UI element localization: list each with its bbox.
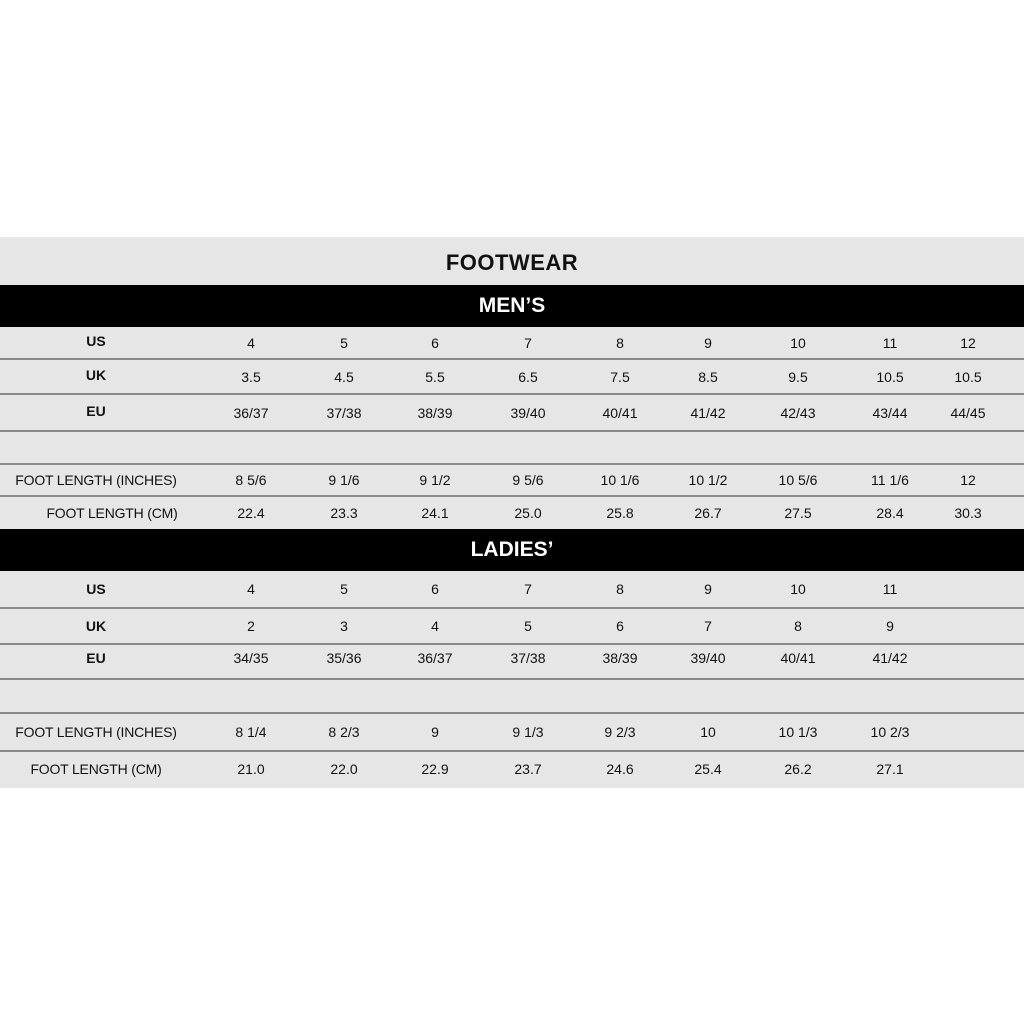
row-label: FOOT LENGTH (INCHES) <box>15 724 177 740</box>
table-cell: 8 <box>794 618 802 634</box>
table-cell: 22.0 <box>330 761 358 777</box>
row-label: US <box>86 581 106 597</box>
table-cell: 7 <box>704 618 712 634</box>
table-cell: 9 <box>704 581 712 597</box>
row-label: FOOT LENGTH (INCHES) <box>15 472 177 488</box>
table-cell: 39/40 <box>510 405 546 421</box>
table-cell: 10 <box>790 335 806 351</box>
table-cell: 8 1/4 <box>235 724 267 740</box>
table-cell: 41/42 <box>872 650 908 666</box>
table-cell: 41/42 <box>690 405 726 421</box>
table-cell: 5 <box>340 335 348 351</box>
mens-uk-row <box>0 360 1024 394</box>
ladies-inches-row <box>0 714 1024 750</box>
table-cell: 4 <box>247 335 255 351</box>
table-cell: 21.0 <box>237 761 265 777</box>
table-cell: 26.2 <box>784 761 812 777</box>
table-cell: 4.5 <box>334 369 354 385</box>
table-cell: 40/41 <box>602 405 638 421</box>
table-cell: 2 <box>247 618 255 634</box>
table-cell: 10.5 <box>954 369 982 385</box>
table-cell: 9.5 <box>788 369 808 385</box>
table-cell: 10 1/2 <box>688 472 728 488</box>
table-cell: 11 <box>882 335 898 351</box>
table-cell: 11 <box>882 581 898 597</box>
table-cell: 34/35 <box>233 650 269 666</box>
table-cell: 7 <box>524 335 532 351</box>
chart-title: FOOTWEAR <box>445 250 579 275</box>
table-cell: 38/39 <box>602 650 638 666</box>
table-cell: 9 1/3 <box>512 724 544 740</box>
row-label: EU <box>86 650 106 666</box>
table-cell: 27.5 <box>784 505 812 521</box>
table-cell: 5 <box>524 618 532 634</box>
table-cell: 38/39 <box>417 405 453 421</box>
table-cell: 8.5 <box>698 369 718 385</box>
row-label: FOOT LENGTH (CM) <box>30 761 162 777</box>
table-cell: 10 2/3 <box>870 724 910 740</box>
mens-inches-row <box>0 465 1024 495</box>
table-cell: 8 <box>616 581 624 597</box>
table-cell: 24.6 <box>606 761 634 777</box>
table-cell: 3.5 <box>241 369 261 385</box>
row-label: UK <box>85 618 107 634</box>
table-cell: 44/45 <box>950 405 986 421</box>
ladies-cm-row <box>0 752 1024 786</box>
table-cell: 6 <box>431 581 439 597</box>
table-cell: 9 <box>704 335 712 351</box>
ladies-eu-row <box>0 645 1024 679</box>
table-cell: 27.1 <box>876 761 904 777</box>
table-cell: 9 5/6 <box>512 472 544 488</box>
row-label: UK <box>85 367 107 383</box>
row-label: FOOT LENGTH (CM) <box>46 505 178 521</box>
table-cell: 22.9 <box>421 761 449 777</box>
table-cell: 5.5 <box>425 369 445 385</box>
table-cell: 6.5 <box>518 369 538 385</box>
ladies-heading: LADIES’ <box>0 529 1024 571</box>
table-cell: 9 1/6 <box>328 472 360 488</box>
mens-us-row <box>0 327 1024 359</box>
row-label: US <box>86 333 106 349</box>
table-cell: 7.5 <box>610 369 630 385</box>
row-label: EU <box>86 403 106 419</box>
table-cell: 37/38 <box>510 650 546 666</box>
table-cell: 5 <box>340 581 348 597</box>
table-cell: 10 <box>790 581 806 597</box>
ladies-us-row <box>0 571 1024 607</box>
table-cell: 36/37 <box>417 650 453 666</box>
table-cell: 24.1 <box>421 505 449 521</box>
table-cell: 25.8 <box>606 505 634 521</box>
table-cell: 12 <box>960 472 976 488</box>
table-cell: 30.3 <box>954 505 982 521</box>
table-cell: 4 <box>247 581 255 597</box>
table-cell: 10 1/3 <box>778 724 818 740</box>
table-cell: 36/37 <box>233 405 269 421</box>
table-cell: 23.7 <box>514 761 542 777</box>
size-chart-panel <box>0 237 1024 788</box>
table-cell: 43/44 <box>872 405 908 421</box>
table-cell: 28.4 <box>876 505 904 521</box>
mens-heading: MEN’S <box>0 285 1024 327</box>
table-cell: 9 1/2 <box>419 472 451 488</box>
table-cell: 11 1/6 <box>871 472 909 488</box>
table-cell: 9 <box>886 618 894 634</box>
table-cell: 9 2/3 <box>604 724 636 740</box>
table-cell: 10 <box>700 724 716 740</box>
table-cell: 23.3 <box>330 505 358 521</box>
row-divider <box>0 430 1024 432</box>
mens-eu-row <box>0 395 1024 431</box>
table-cell: 6 <box>616 618 624 634</box>
table-cell: 10 1/6 <box>600 472 640 488</box>
table-cell: 8 <box>616 335 624 351</box>
table-cell: 8 5/6 <box>235 472 267 488</box>
table-cell: 3 <box>340 618 348 634</box>
ladies-uk-row <box>0 609 1024 643</box>
table-cell: 26.7 <box>694 505 722 521</box>
table-cell: 35/36 <box>326 650 362 666</box>
table-cell: 40/41 <box>780 650 816 666</box>
row-divider <box>0 678 1024 680</box>
table-cell: 9 <box>431 724 439 740</box>
table-cell: 25.4 <box>694 761 722 777</box>
table-cell: 25.0 <box>514 505 542 521</box>
table-cell: 10 5/6 <box>778 472 818 488</box>
table-cell: 10.5 <box>876 369 904 385</box>
table-cell: 39/40 <box>690 650 726 666</box>
table-cell: 8 2/3 <box>328 724 360 740</box>
table-cell: 12 <box>960 335 976 351</box>
table-cell: 7 <box>524 581 532 597</box>
table-cell: 6 <box>431 335 439 351</box>
table-cell: 22.4 <box>237 505 265 521</box>
table-cell: 42/43 <box>780 405 816 421</box>
mens-cm-row <box>0 497 1024 529</box>
table-cell: 37/38 <box>326 405 362 421</box>
table-cell: 4 <box>431 618 439 634</box>
